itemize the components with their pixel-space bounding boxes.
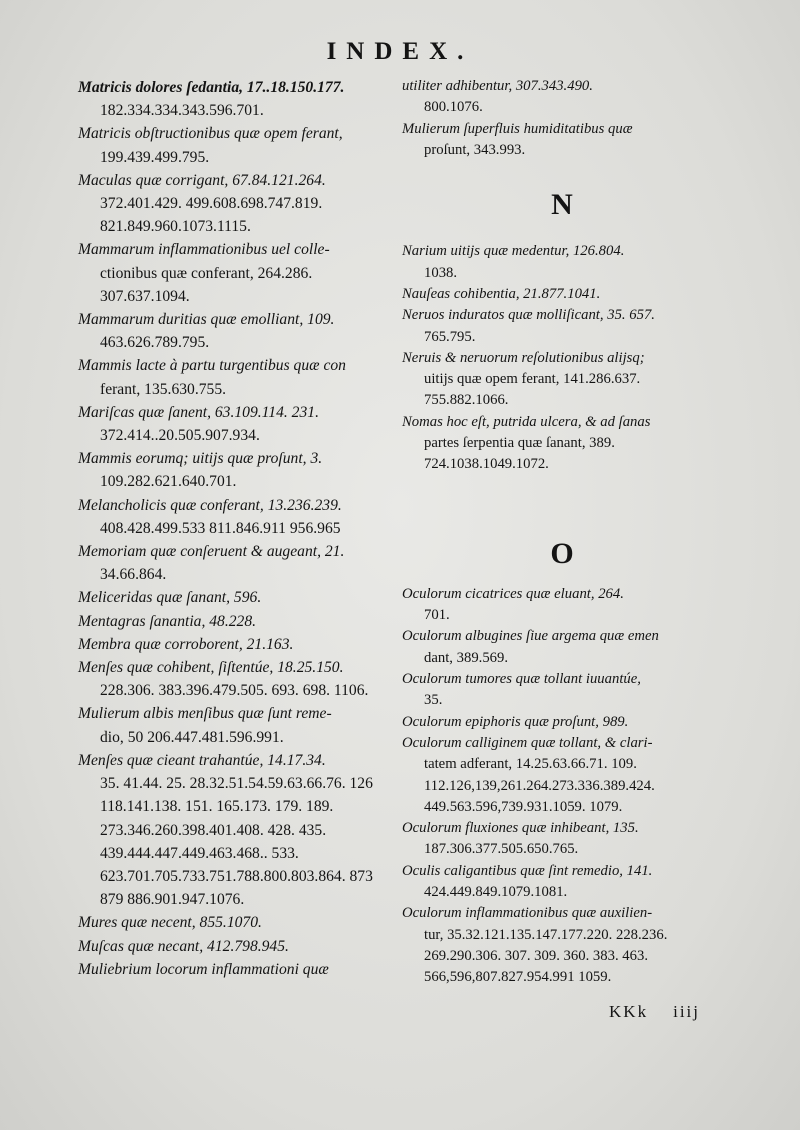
index-entry (78, 911, 400, 934)
entry-heading: Maculas quæ corrigant, 67.84.121.264. (78, 171, 326, 189)
entry-page-references: tur, 35.32.121.135.147.177.220. 228.236. 269.290.306. 307. 309. 360. 383. 463. 566,596,807.827.954.991 1059. (424, 926, 668, 986)
entry-heading: utiliter adhibentur, 307.343.490. (402, 78, 593, 94)
index-entry (402, 733, 722, 818)
index-entry (78, 935, 400, 958)
entry-page-references: 372.414..20.505.907.934. (100, 427, 260, 445)
index-entry (402, 818, 722, 861)
entry-heading: Oculorum fluxiones quæ inhibeant, 135. (402, 820, 639, 837)
entry-page-references: 35. 41.44. 25. 28.32.51.54.59.63.66.76. 126 118.141.138. 151. 165.173. 179. 189. 273.346.260.398.401.408. 428. 435. 439.444.447.449.463.468.. 533. 623.701.705.733.751.788.800.803.864. 873 879 886.901.947.1076. (100, 775, 373, 909)
entry-heading: Mammarum duritias quæ emolliant, 109. (78, 311, 335, 329)
signature-mark: KKk (609, 1002, 649, 1021)
section-o-entries (402, 584, 722, 989)
entry-heading: Nomas hoc eſt, putrida ulcera, & ad ſanas (402, 413, 651, 430)
entry-heading: Memoriam quæ conſeruent & augeant, 21. (78, 543, 345, 561)
entry-heading: Mariſcas quæ ſanent, 63.109.114. 231. (78, 403, 319, 421)
entry-page-references: partes ſerpentia quæ ſanant, 389. 724.1038.1049.1072. (424, 435, 615, 473)
page-title: INDEX. (326, 38, 474, 65)
index-entry (402, 669, 722, 712)
entry-page-references: 109.282.621.640.701. (100, 473, 237, 491)
entry-page-references: 199.439.499.795. (100, 148, 210, 166)
index-entry (78, 610, 400, 633)
entry-heading: Oculorum epiphoris quæ proſunt, 989. (402, 713, 629, 730)
index-entry (78, 702, 400, 748)
entry-heading: Mammis eorumq; uitijs quæ proſunt, 3. (78, 450, 323, 468)
index-entry (402, 861, 722, 904)
index-entry (78, 354, 400, 400)
index-entry (78, 401, 400, 447)
page-footer (609, 1002, 700, 1022)
entry-heading: Menſes quæ cieant trahantúe, 14.17.34. (78, 751, 326, 769)
entry-page-references: proſunt, 343.993. (424, 141, 526, 158)
entry-page-references: 372.401.429. 499.608.698.747.819. 821.849.960.1073.1115. (100, 195, 323, 236)
entry-page-references: 408.428.499.533 811.846.911 956.965 (100, 519, 341, 537)
entry-page-references: 701. (424, 607, 450, 623)
index-entry (78, 749, 400, 911)
entry-page-references: 34.66.864. (100, 566, 167, 584)
section-letter-o: O (550, 536, 574, 570)
entry-heading: Matricis dolores ſedantia, 17..18.150.177. (78, 79, 345, 96)
folio-number: iiij (673, 1002, 700, 1021)
entry-heading: Oculis caligantibus quæ ſint remedio, 141. (402, 862, 653, 879)
entry-page-references: 187.306.377.505.650.765. (424, 841, 579, 858)
entry-page-references: 463.626.789.795. (100, 334, 210, 352)
index-entry (402, 712, 722, 733)
entry-page-references: 182.334.334.343.596.701. (100, 102, 264, 120)
entry-heading: Mammarum inflammationibus uel colle- (78, 241, 330, 259)
entry-page-references: 1038. (424, 264, 458, 281)
entry-page-references: 800.1076. (424, 99, 483, 116)
index-entry (78, 122, 400, 168)
entry-heading: Mentagras ſanantia, 48.228. (78, 612, 257, 630)
entry-heading: Mammis lacte à partu turgentibus quæ con (78, 357, 346, 375)
entry-page-references: 35. (424, 692, 443, 709)
entry-heading: Neruos induratos quæ molliſicant, 35. 657. (402, 307, 655, 324)
entry-page-references: ctionibus quæ conferant, 264.286. 307.637.1094. (100, 264, 313, 305)
entry-heading: Muſcas quæ necant, 412.798.945. (78, 937, 289, 955)
index-entry (78, 76, 400, 122)
entry-heading: Matricis obſtructionibus quæ opem ferant, (78, 125, 343, 143)
entry-heading: Oculorum calliginem quæ tollant, & clari- (402, 734, 653, 751)
index-entry (78, 958, 400, 981)
index-entry (402, 412, 722, 476)
index-entry (78, 169, 400, 239)
entry-heading: Mures quæ necent, 855.1070. (78, 914, 262, 932)
entry-page-references: ferant, 135.630.755. (100, 380, 227, 398)
entry-page-references: uitijs quæ opem ferant, 141.286.637. 755.882.1066. (424, 371, 641, 409)
index-entry (78, 447, 400, 493)
left-column (78, 76, 400, 981)
entry-heading: Oculorum cicatrices quæ eluant, 264. (402, 585, 624, 602)
index-entry (402, 241, 722, 284)
right-column (402, 76, 722, 989)
entry-heading: Melancholicis quæ conferant, 13.236.239. (78, 496, 342, 514)
index-entry (402, 626, 722, 669)
index-entry (78, 633, 400, 656)
index-entry (78, 656, 400, 702)
index-entry (402, 903, 722, 988)
entry-heading: Oculorum albugines ſiue argema quæ emen (402, 628, 659, 645)
entry-page-references: tatem adferant, 14.25.63.66.71. 109. 112.126,139,261.264.273.336.389.424. 449.563.596,739.931.1059. 1079. (424, 756, 655, 815)
entry-heading: Menſes quæ cohibent, ſiſtentúe, 18.25.150. (78, 659, 344, 677)
entry-heading: Muliebrium locorum inflammationi quæ (78, 960, 329, 978)
entry-heading: Nauſeas cohibentia, 21.877.1041. (402, 285, 601, 302)
entry-heading: Meliceridas quæ ſanant, 596. (78, 589, 262, 607)
index-entry (78, 586, 400, 609)
entry-page-references: dant, 389.569. (424, 649, 509, 666)
index-entry (402, 119, 722, 162)
index-entry (402, 584, 722, 627)
entry-heading: Mulierum ſuperfluis humiditatibus quæ (402, 120, 633, 137)
section-n-entries (402, 241, 722, 475)
index-entry (78, 540, 400, 586)
entry-page-references: dio, 50 206.447.481.596.991. (100, 728, 284, 746)
index-entry (78, 494, 400, 540)
index-entry (402, 284, 722, 305)
index-entry (402, 305, 722, 348)
entry-heading: Narium uitijs quæ medentur, 126.804. (402, 243, 625, 260)
index-entry (402, 76, 722, 119)
entry-heading: Neruis & neruorum reſolutionibus alijsq; (402, 349, 645, 366)
entry-page-references: 765.795. (424, 328, 476, 345)
index-entry (78, 308, 400, 354)
entry-heading: Mulierum albis menſibus quæ ſunt reme- (78, 705, 332, 723)
index-entry (402, 348, 722, 412)
section-letter-n: N (551, 188, 573, 222)
right-column-continuation (402, 76, 722, 161)
entry-page-references: 228.306. 383.396.479.505. 693. 698. 1106. (100, 682, 369, 700)
entry-page-references: 424.449.849.1079.1081. (424, 884, 568, 901)
entry-heading: Oculorum tumores quæ tollant iuuantúe, (402, 670, 641, 687)
entry-heading: Membra quæ corroborent, 21.163. (78, 635, 294, 653)
index-entry (78, 238, 400, 308)
entry-heading: Oculorum inflammationibus quæ auxilien- (402, 905, 653, 922)
